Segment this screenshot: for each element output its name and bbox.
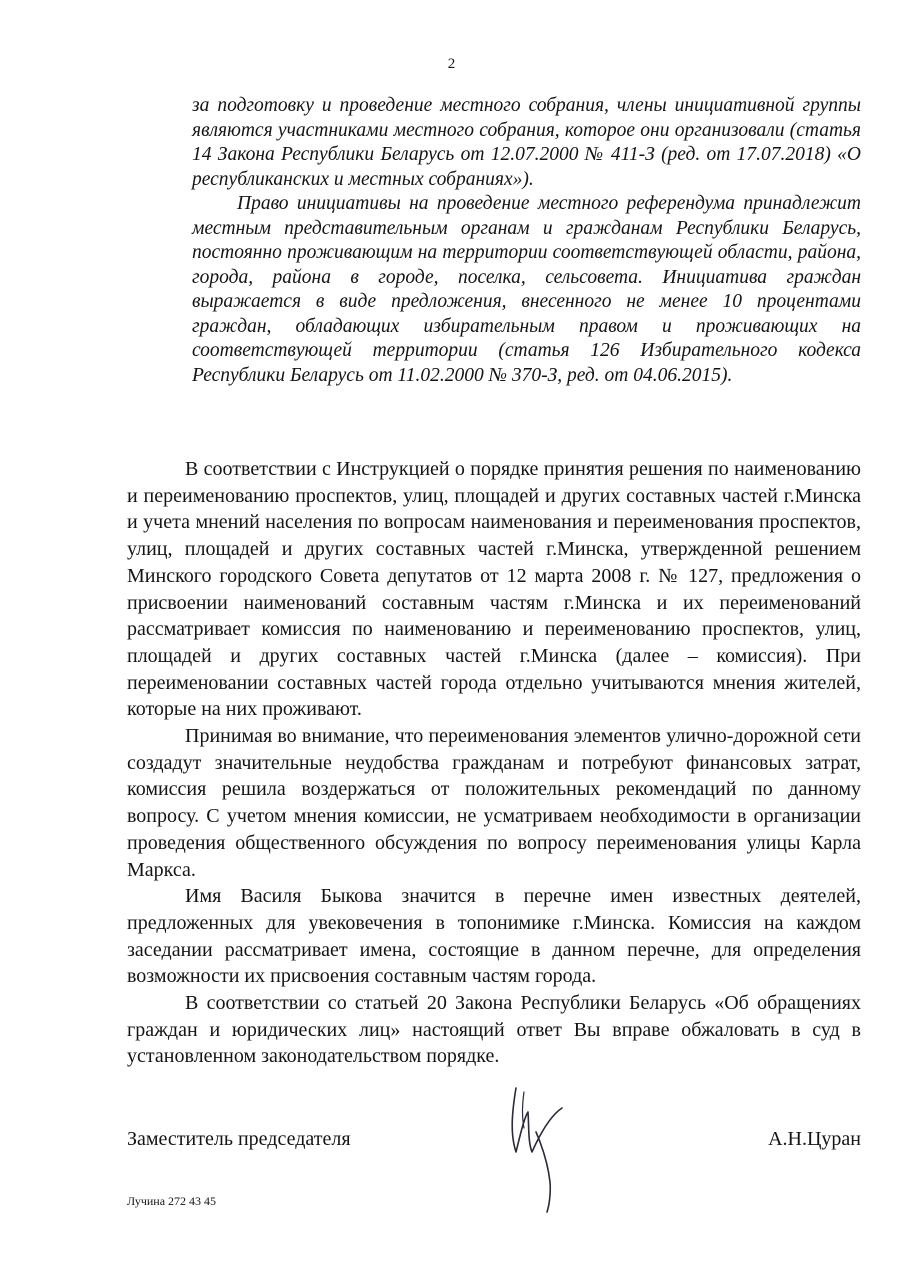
- quote-paragraph-local-assembly: за подготовку и проведение местного собрания, члены инициативной группы являются участниками местного собрания, которое они организовали (статья 14 Закона Республики Беларусь от 12.07.2000 № 411-З (ред. от 17.07.2018) «О республиканских и местных собраниях»).: [192, 95, 861, 190]
- body-paragraph-appeal: В соответствии со статьей 20 Закона Республики Беларусь «Об обращениях граждан и юридических лиц» настоящий ответ Вы вправе обжаловать в суд в установленном законодательством порядке.: [127, 992, 861, 1068]
- signer-title: Заместитель председателя: [127, 1128, 351, 1150]
- letter-body: [127, 456, 861, 1070]
- quote-paragraph-referendum: Право инициативы на проведение местного референдума принадлежит местным представительным органам и гражданам Республики Беларусь, постоянно проживающим на территории соответствующей области, района, города, района в городе, поселка, сельсовета. Инициатива граждан выражается в виде предложения, внесенного не менее 10 процентами граждан, обладающих избирательным правом и проживающих на соответствующей территории (статья 126 Избирательного кодекса Республики Беларусь от 11.02.2000 № 370-З, ред. от 04.06.2015).: [192, 193, 861, 386]
- body-paragraph-commission-decision: Принимая во внимание, что переименования элементов улично-дорожной сети создадут значительные неудобства гражданам и потребуют финансовых затрат, комиссия решила воздержаться от положительных рекомендаций по данному вопросу. С учетом мнения комиссии, не усматриваем необходимости в организации проведения общественного обсуждения по вопросу переименования улицы Карла Маркса.: [127, 725, 861, 881]
- page-number: 2: [447, 56, 456, 72]
- executor-contact: Лучина 272 43 45: [127, 1194, 217, 1208]
- quoted-law-excerpt: [192, 94, 861, 388]
- body-paragraph-bykov: Имя Василя Быкова значится в перечне имен известных деятелей, предложенных для увековечения в топонимике г.Минска. Комиссия на каждом заседании рассматривает имена, состоящие в данном перечне, для определения возможности их присвоения составным частям города.: [127, 885, 861, 988]
- handwritten-signature: [502, 1082, 582, 1214]
- body-paragraph-instruction: В соответствии с Инструкцией о порядке принятия решения по наименованию и переименованию проспектов, улиц, площадей и других составных частей г.Минска и учета мнений населения по вопросам наименования и переименования проспектов, улиц, площадей и других составных частей г.Минска, утвержденной решением Минского городского Совета депутатов от 12 марта 2008 г. № 127, предложения о присвоении наименований составным частям г.Минска и их переименований рассматривает комиссия по наименованию и переименованию проспектов, улиц, площадей и других составных частей г.Минска (далее – комиссия). При переименовании составных частей города отдельно учитываются мнения жителей, которые на них проживают.: [127, 458, 861, 721]
- signer-name: А.Н.Цуран: [768, 1128, 861, 1150]
